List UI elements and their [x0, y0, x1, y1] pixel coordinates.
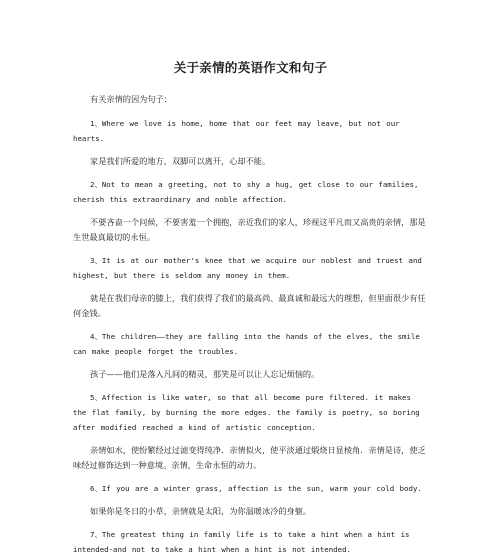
sentence-3-english: 3、It is at our mother's knee that we acquire our noblest and truest and highest, but there is seldom any money in them.: [73, 256, 422, 280]
sentence-6-chinese: 如果你是冬日的小草，亲情就是太阳，为你温暖冰冷的身躯。: [90, 506, 312, 516]
sentence-4-chinese: 孩子——他们是落入凡间的精灵，那笑是可以让人忘记烦恼的。: [90, 369, 320, 379]
sentence-4-english: 4、The children——they are falling into the hands of the elves, the smile can make people forget the troubles.: [73, 332, 420, 356]
sentence-5-chinese: 亲情如水，使纷繁经过过滤变得纯净．亲情似火，使平淡通过煅烧日显棱角．亲情是诗，使乏味经过修饰达到一种意境。亲情，生命永恒的动力。: [73, 445, 426, 470]
sentence-5-english: 5、Affection is like water, so that all become pure filtered. it makes the flat family, by burning the more edges. the family is poetry, so boring after modified reached a kind of artistic conception.: [73, 393, 420, 432]
sentence-2-chinese: 不要吝啬一个问候，不要害羞一个拥抱，亲近我们的家人，珍视这平凡而又高贵的亲情，那是生世最真最切的永恒。: [73, 217, 426, 242]
sentence-1-chinese: 家是我们所爱的地方，双脚可以离开，心却不能。: [90, 156, 271, 166]
sentence-1-english: 1、Where we love is home, home that our feet may leave, but not our hearts.: [73, 119, 400, 143]
sentence-3-chinese: 就是在我们母亲的膝上，我们获得了我们的最高尚、最真诚和最远大的理想，但里面很少有任何金钱。: [73, 293, 426, 318]
sentence-6-english: 6、If you are a winter grass, affection is the sun, warm your cold body.: [90, 484, 422, 493]
intro-text: 有关亲情的因为句子：: [90, 94, 172, 104]
sentence-2-english: 2、Not to mean a greeting, not to shy a hug, get close to our families, cherish this extraordinary and noble affection.: [73, 180, 419, 204]
document-title: 关于亲情的英语作文和句子: [173, 60, 328, 75]
sentence-7-english: 7、The greatest thing in family life is to take a hint when a hint is intended-and not to take a hint when a hint is not intended.: [73, 530, 410, 554]
